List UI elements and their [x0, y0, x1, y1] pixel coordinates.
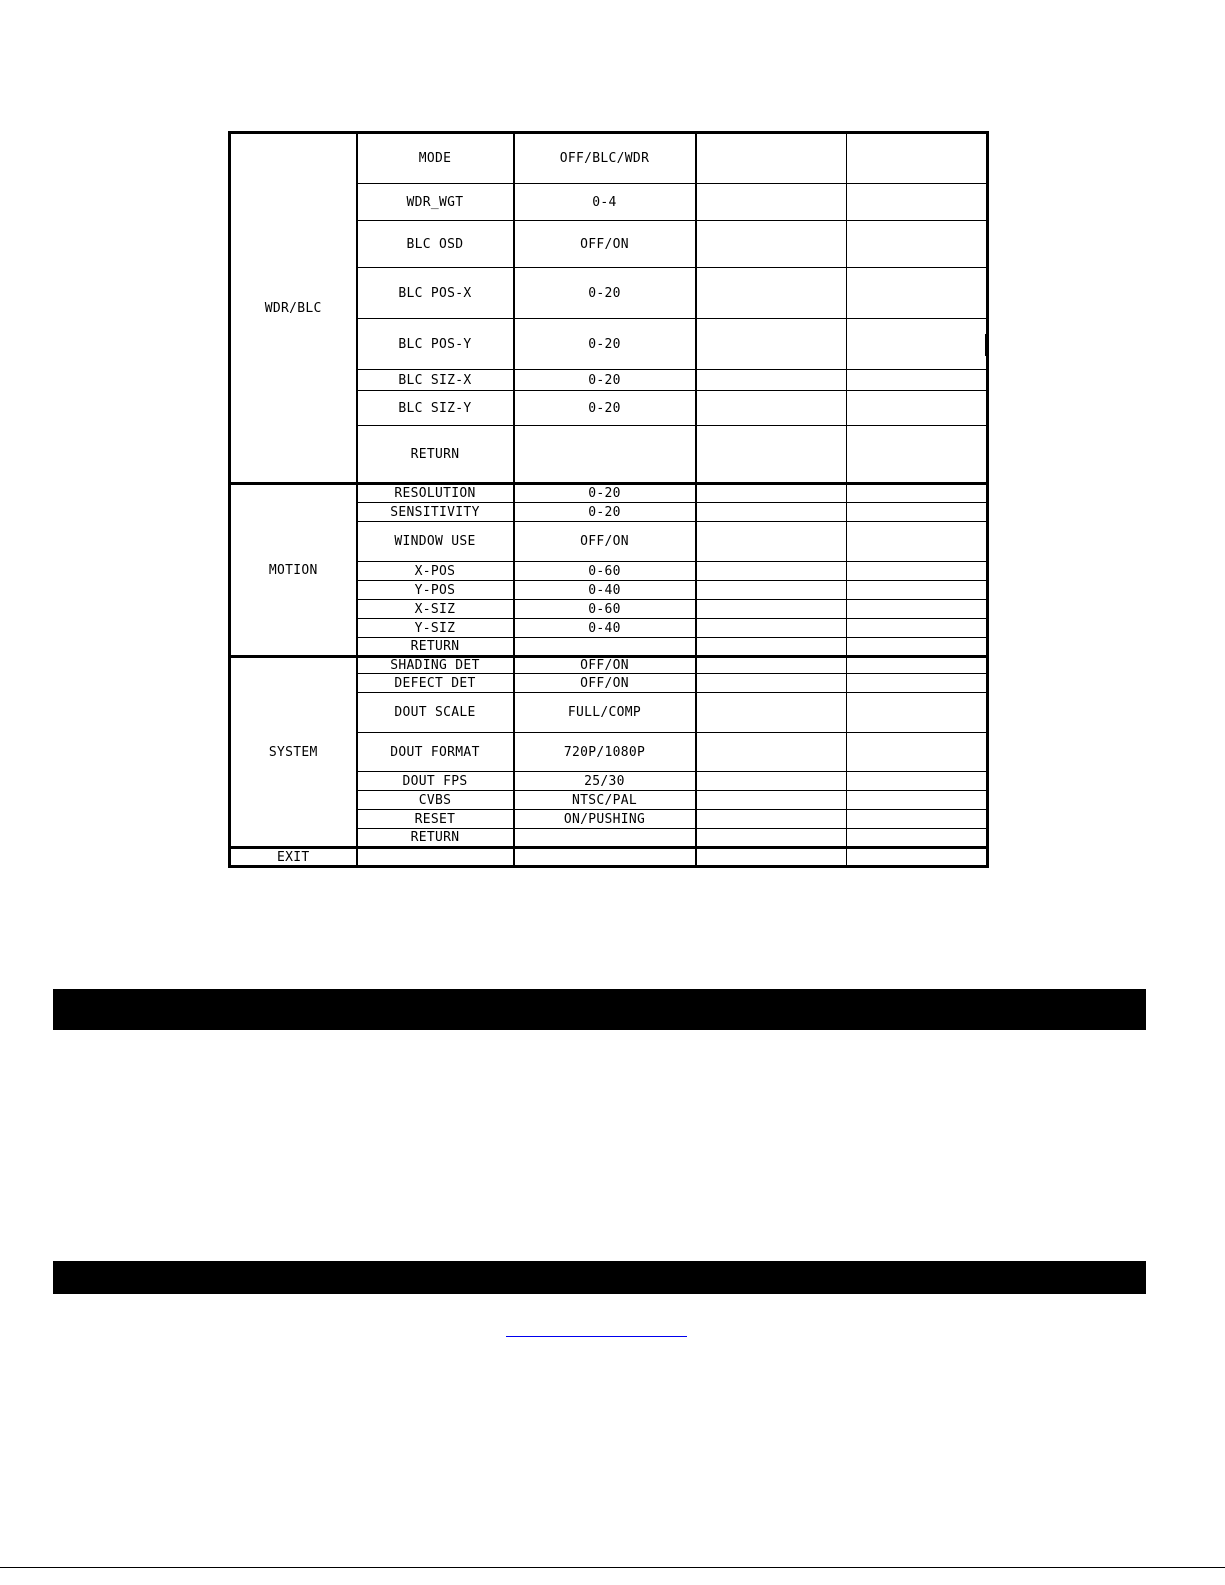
menu-item-label: SHADING DET [357, 657, 514, 674]
menu-item-range: 25/30 [514, 772, 696, 791]
menu-item-range: 0-40 [514, 581, 696, 600]
section-header-bar [53, 989, 1146, 1030]
empty-cell [696, 829, 847, 848]
menu-item-range: 0-20 [514, 503, 696, 522]
menu-item-range: 0-20 [514, 319, 696, 370]
menu-item-label: Y-POS [357, 581, 514, 600]
menu-item-label: RETURN [357, 638, 514, 657]
menu-item-range: 0-40 [514, 619, 696, 638]
menu-item-label: DOUT SCALE [357, 693, 514, 733]
menu-item-label: Y-SIZ [357, 619, 514, 638]
empty-cell [847, 522, 988, 562]
empty-cell [696, 674, 847, 693]
menu-group-label: EXIT [230, 848, 357, 867]
table-row [230, 848, 988, 867]
empty-cell [696, 562, 847, 581]
menu-item-range: ON/PUSHING [514, 810, 696, 829]
empty-cell [847, 370, 988, 391]
empty-cell [847, 484, 988, 503]
menu-item-range: 0-20 [514, 268, 696, 319]
menu-item-label: WDR_WGT [357, 184, 514, 221]
empty-cell [696, 522, 847, 562]
table-row [230, 484, 988, 503]
menu-item-label: RETURN [357, 829, 514, 848]
empty-cell [696, 848, 847, 867]
menu-group-label: SYSTEM [230, 657, 357, 848]
table-row [230, 133, 988, 184]
menu-item-range: 0-60 [514, 600, 696, 619]
empty-cell [847, 829, 988, 848]
empty-cell [696, 484, 847, 503]
menu-item-label: CVBS [357, 791, 514, 810]
empty-cell [696, 426, 847, 484]
table-row [230, 657, 988, 674]
empty-cell [847, 810, 988, 829]
menu-item-label: DEFECT DET [357, 674, 514, 693]
menu-item-label: RETURN [357, 426, 514, 484]
empty-cell [847, 319, 988, 370]
empty-cell [696, 600, 847, 619]
menu-item-label: BLC POS-Y [357, 319, 514, 370]
empty-cell [696, 221, 847, 268]
menu-item-label: DOUT FPS [357, 772, 514, 791]
menu-item-range: OFF/ON [514, 221, 696, 268]
menu-item-range: NTSC/PAL [514, 791, 696, 810]
menu-item-label: RESET [357, 810, 514, 829]
empty-cell [847, 268, 988, 319]
empty-cell [696, 391, 847, 426]
menu-group-label: WDR/BLC [230, 133, 357, 484]
menu-item-range: OFF/ON [514, 657, 696, 674]
empty-cell [696, 619, 847, 638]
menu-item-range: 0-4 [514, 184, 696, 221]
empty-cell [696, 810, 847, 829]
menu-item-range: OFF/ON [514, 674, 696, 693]
menu-item-label [357, 848, 514, 867]
menu-item-range: 0-20 [514, 391, 696, 426]
empty-cell [696, 319, 847, 370]
menu-item-label: BLC SIZ-Y [357, 391, 514, 426]
empty-cell [847, 391, 988, 426]
empty-cell [847, 733, 988, 772]
menu-item-label: WINDOW USE [357, 522, 514, 562]
menu-item-range [514, 848, 696, 867]
menu-item-range [514, 638, 696, 657]
menu-item-label: X-SIZ [357, 600, 514, 619]
menu-item-label: RESOLUTION [357, 484, 514, 503]
empty-cell [847, 657, 988, 674]
empty-cell [847, 184, 988, 221]
empty-cell [696, 184, 847, 221]
empty-cell [847, 674, 988, 693]
empty-cell [696, 638, 847, 657]
empty-cell [847, 562, 988, 581]
menu-item-range: FULL/COMP [514, 693, 696, 733]
menu-table-body [230, 133, 988, 867]
empty-cell [847, 503, 988, 522]
menu-item-label: X-POS [357, 562, 514, 581]
menu-item-range: 0-20 [514, 370, 696, 391]
empty-cell [696, 133, 847, 184]
menu-item-label: DOUT FORMAT [357, 733, 514, 772]
section-header-bar [53, 1261, 1146, 1294]
menu-item-label: SENSITIVITY [357, 503, 514, 522]
empty-cell [847, 619, 988, 638]
menu-item-range [514, 829, 696, 848]
menu-item-range: 0-60 [514, 562, 696, 581]
empty-cell [847, 772, 988, 791]
empty-cell [696, 733, 847, 772]
empty-cell [847, 693, 988, 733]
menu-group-label: MOTION [230, 484, 357, 657]
empty-cell [696, 772, 847, 791]
empty-cell [696, 503, 847, 522]
empty-cell [847, 426, 988, 484]
menu-item-label: MODE [357, 133, 514, 184]
empty-cell [696, 657, 847, 674]
empty-cell [847, 581, 988, 600]
empty-cell [847, 600, 988, 619]
menu-table [228, 131, 989, 868]
menu-item-range: 0-20 [514, 484, 696, 503]
empty-cell [847, 848, 988, 867]
empty-cell [847, 638, 988, 657]
empty-cell [696, 370, 847, 391]
table-edge-mark [985, 334, 988, 356]
menu-item-range: 720P/1080P [514, 733, 696, 772]
menu-item-range [514, 426, 696, 484]
hyperlink-underline[interactable] [506, 1336, 687, 1337]
empty-cell [847, 133, 988, 184]
menu-item-label: BLC POS-X [357, 268, 514, 319]
empty-cell [696, 581, 847, 600]
menu-item-label: BLC OSD [357, 221, 514, 268]
menu-item-label: BLC SIZ-X [357, 370, 514, 391]
menu-item-range: OFF/BLC/WDR [514, 133, 696, 184]
empty-cell [696, 791, 847, 810]
page-bottom-rule [0, 1567, 1225, 1568]
empty-cell [696, 268, 847, 319]
empty-cell [847, 791, 988, 810]
empty-cell [847, 221, 988, 268]
empty-cell [696, 693, 847, 733]
menu-item-range: OFF/ON [514, 522, 696, 562]
